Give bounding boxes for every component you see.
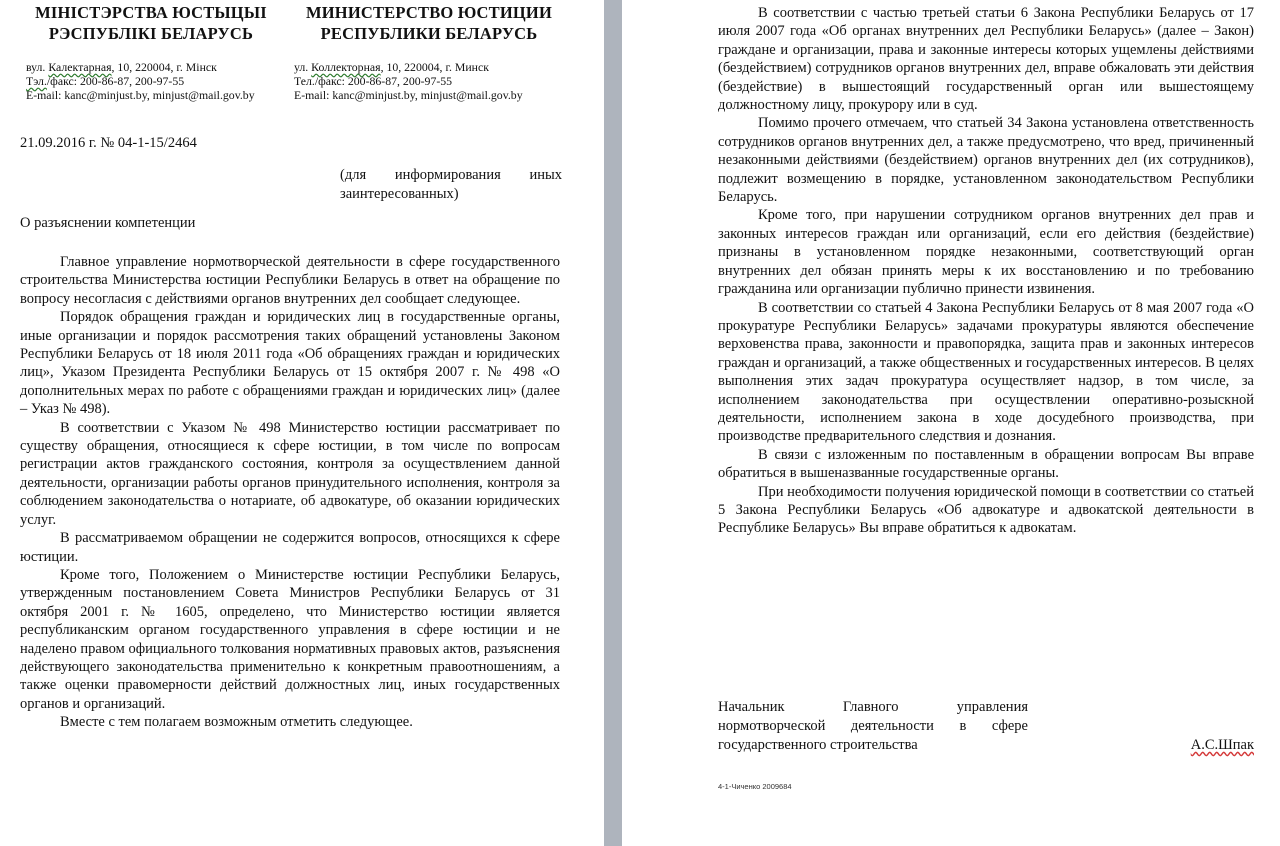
paragraph: Главное управление нормотворческой деятельности в сфере государственного строительства Министерства юстиции Республики Беларусь в ответ на обращение по вопросу несогласия с действиями органов внутренних дел сообщает следующее. <box>20 254 560 307</box>
for-info-note: (для информирования иных заинтересованных) <box>340 167 562 202</box>
paragraph: Кроме того, Положением о Министерстве юстиции Республики Беларусь, утвержденным постановлением Совета Министров Республики Беларусь от 31 октября 2001 г. № 1605, определено, что Министерство юстиции является республиканским органом государственного управления в сфере юстиции и не наделено правом официального толкования нормативных правовых актов, разъяснения действующего законодательства применительно к конкретным правоотношениям, а также оценки правомерности действий должностных лиц, иных государственных органов и организаций. <box>20 566 560 712</box>
paragraph: Помимо прочего отмечаем, что статьей 34 Закона установлена ответственность сотрудников органов внутренних дел, а также предусмотрено, что вред, причиненный незаконными действиями (бездействием) органов внутренних дел (их сотрудников), подлежит возмещению в порядке, установленном законодательством Республики Беларусь. <box>718 115 1254 206</box>
paragraph: В связи с изложенным по поставленным в обращении вопросам Вы вправе обратиться в вышеназванные государственные органы. <box>718 446 1254 482</box>
paragraph: Кроме того, при нарушении сотрудником органов внутренних дел прав и законных интересов граждан или организаций, если его действия (бездействие) признаны в установленном порядке незаконными, соответствующий орган внутренних дел обязан принять меры к их восстановлению и по требованию гражданина или организации публично принести извинения. <box>718 207 1254 298</box>
paragraph: При необходимости получения юридической помощи в соответствии со статьей 5 Закона Республики Беларусь «Об адвокатуре и адвокатской деятельности в Республике Беларусь» Вы вправе обратиться к адвокатам. <box>718 483 1254 537</box>
address-ru: ул. Коллекторная, 10, 220004, г. Минск Тел./факс: 200-86-87, 200-97-55 E-mail: kanc@minjust.by, minjust@mail.gov.by <box>294 60 523 102</box>
paragraph: В рассматриваемом обращении не содержится вопросов, относящихся к сфере юстиции. <box>20 530 560 565</box>
letterhead-belarusian <box>26 2 276 102</box>
signatory-name: А.С.Шпак <box>1190 737 1254 753</box>
paragraph: Порядок обращения граждан и юридических лиц в государственные органы, иные организации и порядок рассмотрения таких обращений установлены Законом Республики Беларусь от 18 июля 2011 года «Об обращениях граждан и юридических лиц», Указом Президента Республики Беларусь от 15 октября 2007 г. № 498 «О дополнительных мерах по работе с обращениями граждан и юридических лиц» (далее – Указ № 498). <box>20 309 560 418</box>
page2-body <box>718 4 1254 538</box>
letterhead-russian <box>294 2 564 102</box>
page1-body <box>20 253 560 732</box>
signature-block <box>718 698 1254 755</box>
paragraph: В соответствии со статьей 4 Закона Республики Беларусь от 8 мая 2007 года «О прокуратуре Республики Беларусь» задачами прокуратуры являются обеспечение верховенства права, законности и правопорядка, защита прав и законных интересов граждан и организаций, а также общественных и государственных интересов. В целях выполнения этих задач прокуратура осуществляет надзор, в том числе, за исполнением законодательства при осуществлении оперативно-розыскной деятельности, исполнением закона в ходе досудебного производства, при производстве предварительного следствия и дознания. <box>718 299 1254 445</box>
org-name-ru: МИНИСТЕРСТВО ЮСТИЦИИ РЕСПУБЛИКИ БЕЛАРУСЬ <box>305 3 552 43</box>
paragraph: Вместе с тем полагаем возможным отметить следующее. <box>60 714 413 731</box>
paragraph: В соответствии с частью третьей статьи 6 Закона Республики Беларусь от 17 июля 2007 года «Об органах внутренних дел Республики Беларусь» (далее – Закон) граждане и организации, права и законные интересы которых ущемлены действиями (бездействием) сотрудников органов внутренних дел, вправе обжаловать эти действия (бездействие) в вышестоящий государственный орган или вышестоящему должностному лицу, прокурору или в суд. <box>718 5 1254 114</box>
executor-note: 4-1-Чиченко 2009684 <box>718 782 792 791</box>
address-by: вул. Калектарная, 10, 220004, г. Мінск Тэл./факс: 200-86-87, 200-97-55 E-mail: kanc@minjust.by, minjust@mail.gov.by <box>26 60 255 102</box>
signatory-position: Начальник Главного управления нормотворческой деятельности в сфере государственного строительства <box>718 699 1028 753</box>
org-name-by: МІНІСТЭРСТВА ЮСТЫЦЫІ РЭСПУБЛІКІ БЕЛАРУСЬ <box>35 3 267 43</box>
date-number: 21.09.2016 г. № 04-1-15/2464 <box>20 135 197 151</box>
subject-line: О разъяснении компетенции <box>20 215 196 231</box>
paragraph: В соответствии с Указом № 498 Министерство юстиции рассматривает по существу обращения, относящиеся к сфере юстиции, в том числе по вопросам регистрации актов гражданского состояния, контроля за осуществлением данной деятельности, организации работы органов принудительного исполнения, контроля за соблюдением законодательства о нотариате, об адвокатуре, об оказании юридических услуг. <box>20 419 560 528</box>
